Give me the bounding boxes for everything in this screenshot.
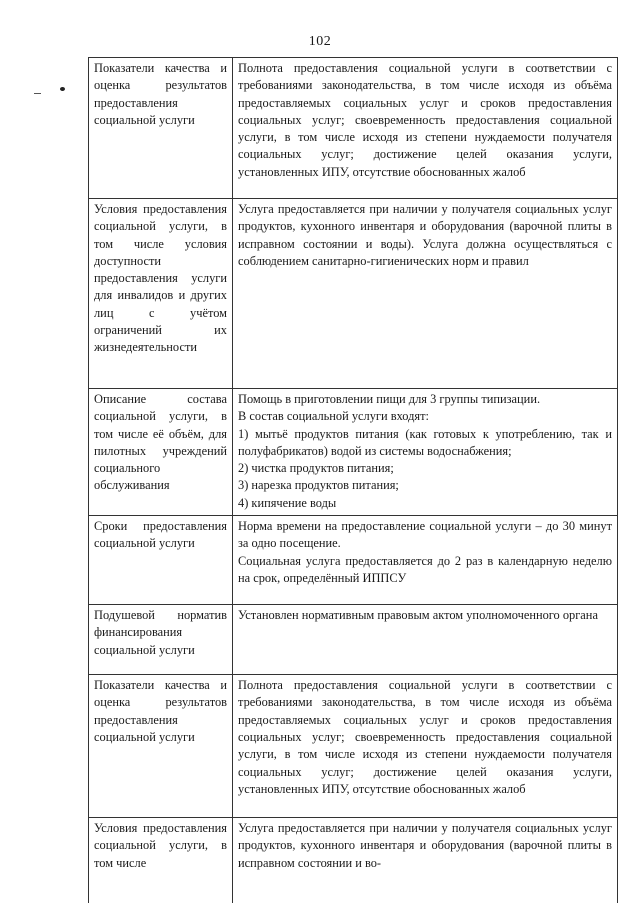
row-label-cell — [89, 199, 233, 389]
row-text-cell — [233, 389, 618, 516]
row-label: Описание состава социальной услуги, в том числе её объём, для пилотных учреждений социального обслуживания — [94, 392, 227, 493]
row-text-line: Полнота предоставления социальной услуги в соответствии с требованиями законодательства, в том числе исходя из объёма предоставляемых социальных услуг и сроков предоставления социальных услуг; своевременность предоставления социальной услуги, в том числе исходя из степени нуждаемости получателя социальных услуг; достижение целей оказания услуги, установленных ИПУ, отсутствие обоснованных жалоб — [238, 678, 612, 796]
row-label-cell — [89, 675, 233, 818]
row-text-line: Установлен нормативным правовым актом уполномоченного органа — [238, 608, 598, 623]
row-text-line: 3) нарезка продуктов питания; — [238, 478, 399, 493]
table-body — [89, 58, 618, 903]
table-row — [89, 58, 618, 199]
table-row — [89, 818, 618, 903]
row-label-cell — [89, 818, 233, 903]
table-row — [89, 675, 618, 818]
services-table — [88, 57, 618, 903]
table-row — [89, 516, 618, 605]
row-text-line: Социальная услуга предоставляется до 2 раз в календарную неделю на срок, определённый ИППСУ — [238, 553, 612, 585]
row-label-cell — [89, 58, 233, 199]
row-text-cell — [233, 516, 618, 605]
row-text-cell — [233, 58, 618, 199]
row-text-cell — [233, 199, 618, 389]
row-text-line: Услуга предоставляется при наличии у получателя социальных услуг продуктов, кухонного инвентаря и оборудования (варочной плиты в исправном состоянии и во- — [238, 821, 612, 870]
table-row — [89, 389, 618, 516]
row-text-line: Помощь в приготовлении пищи для 3 группы типизации. — [238, 392, 541, 406]
row-text-line: Полнота предоставления социальной услуги в соответствии с требованиями законодательства, в том числе исходя из объёма предоставляемых социальных услуг и сроков предоставления социальных услуг; своевременность предоставления социальной услуги, в том числе исходя из степени нуждаемости получателя социальных услуг; достижение целей оказания услуги, установленных ИПУ, отсутствие обоснованных жалоб — [238, 61, 612, 179]
row-text-line: 2) чистка продуктов питания; — [238, 461, 394, 476]
row-text-line: Услуга предоставляется при наличии у получателя социальных услуг продуктов, кухонного инвентаря и оборудования (варочной плиты в исправном состоянии и воды). Услуга должна осуществляться с соблюдением санитарно-гигиенических норм и правил — [238, 202, 612, 268]
row-text-cell — [233, 818, 618, 903]
margin-mark — [60, 87, 65, 91]
row-label: Показатели качества и оценка результатов предоставления социальной услуги — [94, 678, 227, 744]
table-row — [89, 199, 618, 389]
row-label: Подушевой норматив финансирования социальной услуги — [94, 608, 227, 657]
row-text-line: Норма времени на предоставление социальной услуги – до 30 минут за одно посещение. — [238, 519, 612, 551]
row-label: Условия предоставления социальной услуги, в том числе условия доступности предоставления услуги для инвалидов и других лиц с учётом ограничений их жизнедеятельности — [94, 202, 227, 355]
row-label: Условия предоставления социальной услуги, в том числе — [94, 821, 227, 870]
margin-dash — [34, 93, 41, 94]
row-label-cell — [89, 605, 233, 675]
row-label-cell — [89, 389, 233, 516]
page-number: 102 — [308, 34, 332, 49]
row-text-cell — [233, 675, 618, 818]
row-text-line: 4) кипячение воды — [238, 495, 337, 510]
table-row — [89, 605, 618, 675]
row-label: Сроки предоставления социальной услуги — [94, 519, 227, 551]
row-text-cell — [233, 605, 618, 675]
row-label: Показатели качества и оценка результатов предоставления социальной услуги — [94, 61, 227, 127]
row-text-line: В состав социальной услуги входят: — [238, 409, 429, 424]
row-text-line: 1) мытьё продуктов питания (как готовых к употреблению, так и полуфабрикатов) водой из системы водоснабжения; — [238, 426, 612, 458]
row-label-cell — [89, 516, 233, 605]
